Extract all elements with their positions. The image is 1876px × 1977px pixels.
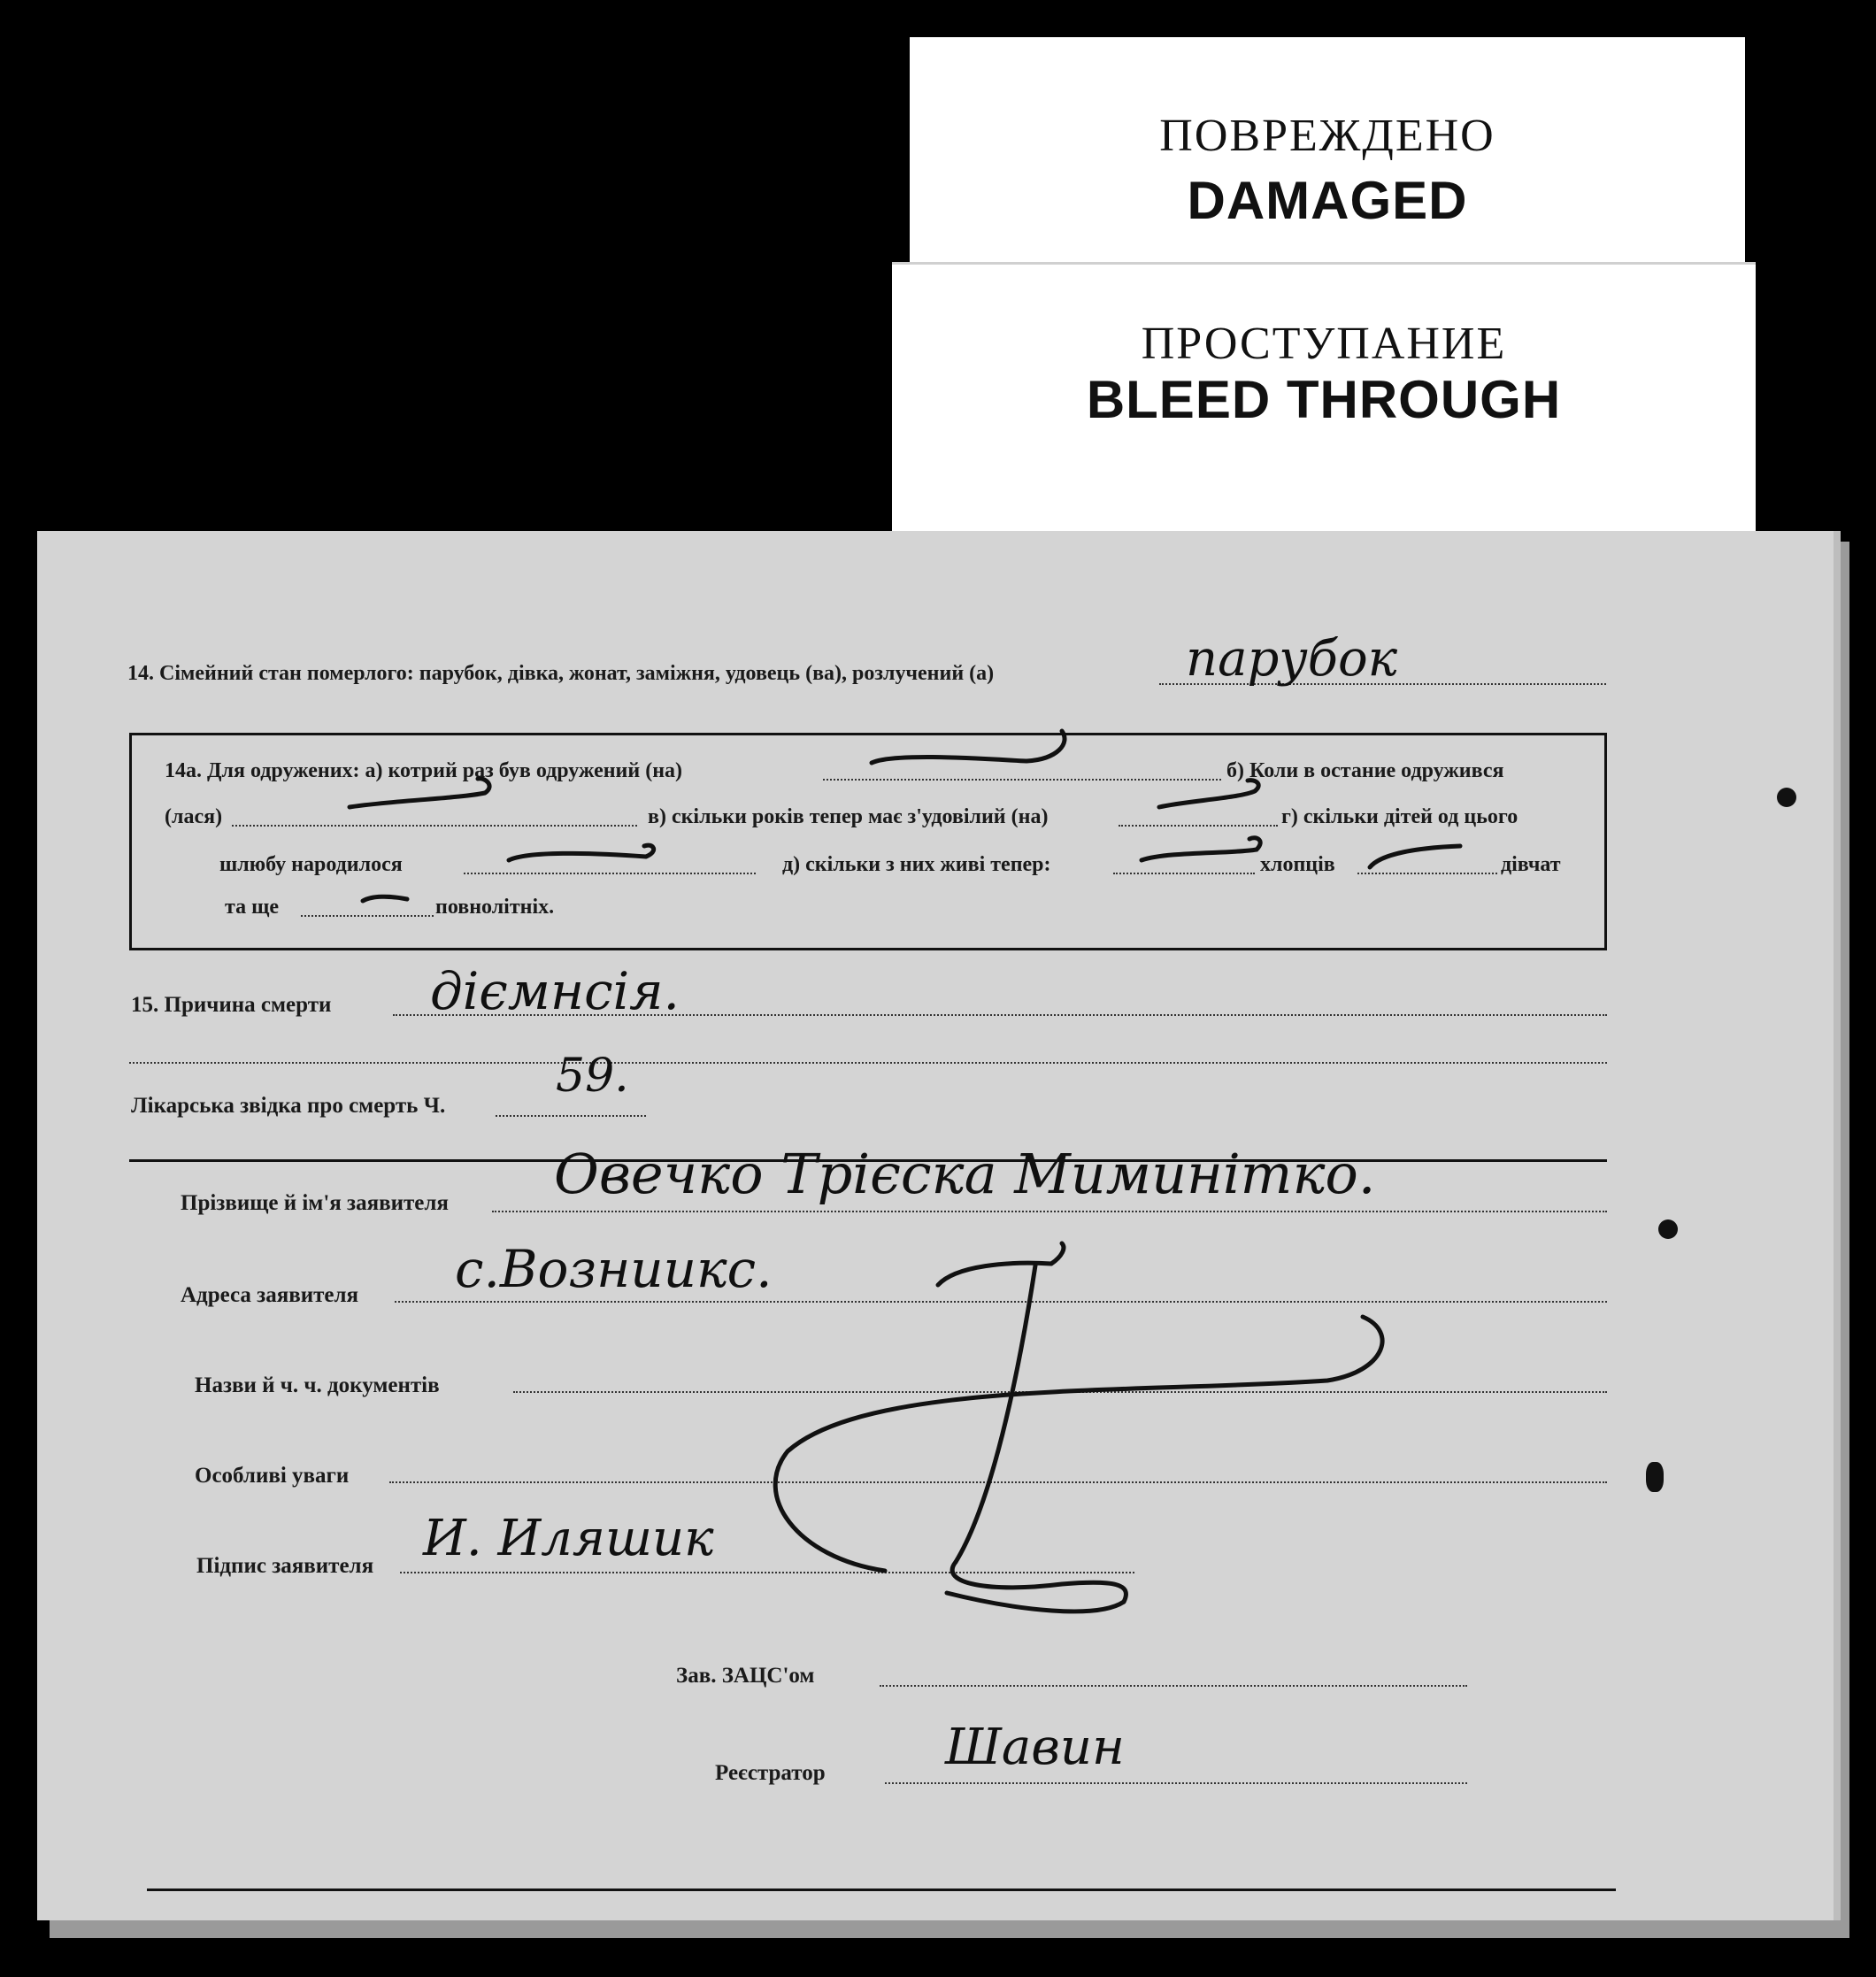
item14a-line2c: г) скільки дітей од цього <box>1281 805 1518 828</box>
item14a-line3c: хлопців <box>1260 853 1335 876</box>
item15-label: 15. Причина смерти <box>131 993 332 1017</box>
item14a-line3b: д) скільки з них живі тепер: <box>782 853 1051 876</box>
remarks-label: Особливі уваги <box>195 1464 350 1488</box>
dash-stroke-1 <box>872 731 1065 763</box>
applicant-address-handwritten-value: с.Возниикс. <box>455 1239 773 1299</box>
applicant-signature-label: Підпис заявителя <box>196 1554 374 1578</box>
flourish-top <box>938 1243 1064 1285</box>
bleed-through-label-english: BLEED THROUGH <box>1086 370 1562 429</box>
medical-handwritten-value: 59. <box>556 1050 629 1103</box>
item14a-line3d: дівчат <box>1501 853 1561 876</box>
medical-label: Лікарська звідка про смерть Ч. <box>131 1094 446 1118</box>
item14a-line4b: повнолітніх. <box>435 896 555 919</box>
punch-hole-3 <box>1646 1462 1664 1492</box>
dash-stroke-7 <box>363 896 407 901</box>
item14a-line2b: в) скільки років тепер має з'удовілий (на) <box>648 805 1049 828</box>
dash-stroke-6 <box>1370 846 1460 867</box>
item14-label: 14. Сімейний стан померлого: парубок, дівка, жонат, заміжня, удовець (ва), розлучений (а) <box>127 662 995 685</box>
head-zags-label: Зав. ЗАЦС'ом <box>676 1664 815 1688</box>
damaged-label-english: DAMAGED <box>1187 171 1468 230</box>
applicant-name-label: Прізвище й ім'я заявителя <box>181 1191 449 1215</box>
applicant-address-label: Адреса заявителя <box>181 1283 359 1307</box>
applicant-signature-handwritten-value: И. Иляшик <box>423 1510 714 1567</box>
registrar-handwritten-signature: Шавин <box>945 1719 1125 1776</box>
item14a-line1b: б) Коли в остание одружився <box>1226 759 1504 782</box>
dash-stroke-3 <box>1159 781 1258 807</box>
item14a-line3a: шлюбу народилося <box>219 853 403 876</box>
punch-hole-2 <box>1658 1219 1678 1239</box>
flourish-bottom <box>947 1562 1126 1612</box>
flourish-stem <box>956 1265 1035 1562</box>
dash-stroke-5 <box>1142 838 1260 860</box>
damaged-label-cyrillic: ПОВРЕЖДЕНО <box>1159 111 1495 161</box>
applicant-name-handwritten-value: Овечко Трієска Миминітко. <box>554 1142 1376 1206</box>
item14a-line2a: (лася) <box>165 805 223 828</box>
item14a-line4a: та ще <box>225 896 279 919</box>
dash-stroke-4 <box>509 845 654 860</box>
dash-stroke-2 <box>350 779 489 807</box>
item15-handwritten-value: діємнсія. <box>430 961 680 1021</box>
bleed-through-label-cyrillic: ПРОСТУПАНИЕ <box>1141 319 1507 369</box>
registrar-label: Реєстратор <box>715 1761 826 1785</box>
item14-handwritten-value: парубок <box>1186 630 1398 688</box>
punch-hole-1 <box>1777 788 1796 807</box>
item14a-line1a: 14а. Для одружених: а) котрий раз був одружений (на) <box>165 759 683 782</box>
documents-label: Назви й ч. ч. документів <box>195 1373 440 1397</box>
flourish-loop <box>775 1317 1382 1571</box>
